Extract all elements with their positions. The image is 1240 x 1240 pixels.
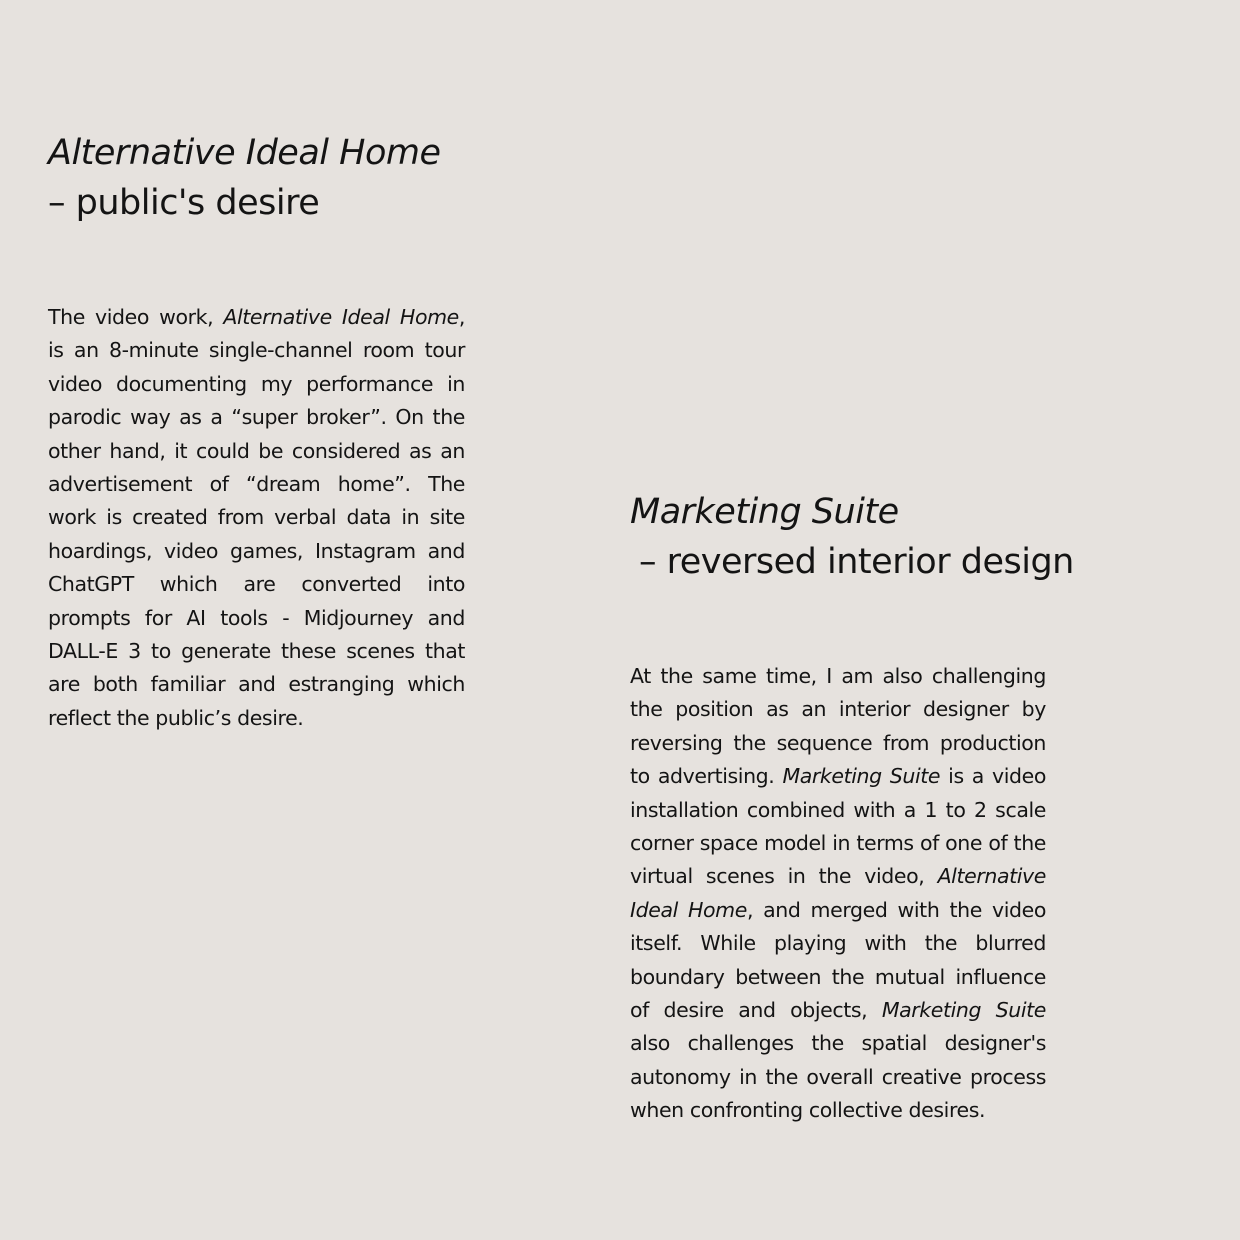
body-paragraph bbox=[48, 301, 465, 735]
text-run: is a video installation combined with a 1 to 2 scale corner space model in terms of one of the virtual scenes in the video, bbox=[630, 764, 1046, 889]
section-alternative-ideal-home bbox=[48, 128, 465, 735]
text-run: The video work, bbox=[48, 305, 224, 329]
text-run-italic: Marketing Suite bbox=[881, 998, 1046, 1023]
title-italic: Alternative Ideal Home bbox=[48, 133, 441, 173]
text-run: also challenges the spatial designer's autonomy in the overall creative process when confronting collective desires. bbox=[630, 1031, 1046, 1123]
text-run-italic: Marketing Suite bbox=[782, 764, 941, 789]
title-subtitle: – public's desire bbox=[48, 183, 320, 223]
section-marketing-suite bbox=[630, 487, 1074, 1128]
text-run-italic: Alternative Ideal Home bbox=[630, 864, 1046, 922]
text-run: At the same time, I am also challenging the position as an interior designer by reversing the sequence from production to advertising. bbox=[630, 664, 1046, 789]
body-paragraph bbox=[630, 660, 1046, 1128]
text-run: , and merged with the video itself. While playing with the blurred boundary between the mutual influence of desire and objects, bbox=[630, 897, 1046, 1023]
title-italic: Marketing Suite bbox=[630, 492, 899, 532]
section-title bbox=[630, 487, 1074, 587]
text-run-italic: Alternative Ideal Home bbox=[223, 305, 459, 329]
section-title bbox=[48, 128, 465, 228]
title-subtitle: – reversed interior design bbox=[639, 542, 1074, 582]
text-run: , is an 8-minute single-channel room tour video documenting my performance in parodic way as a “super broker”. On the other hand, it could be considered as an advertisement of “dream home”. The work is created from verbal data in site hoardings, video games, Instagram and ChatGPT which are converted into prompts for AI tools - Midjourney and DALL-E 3 to generate these scenes that are both familiar and estranging which reflect the public’s desire. bbox=[48, 305, 465, 730]
